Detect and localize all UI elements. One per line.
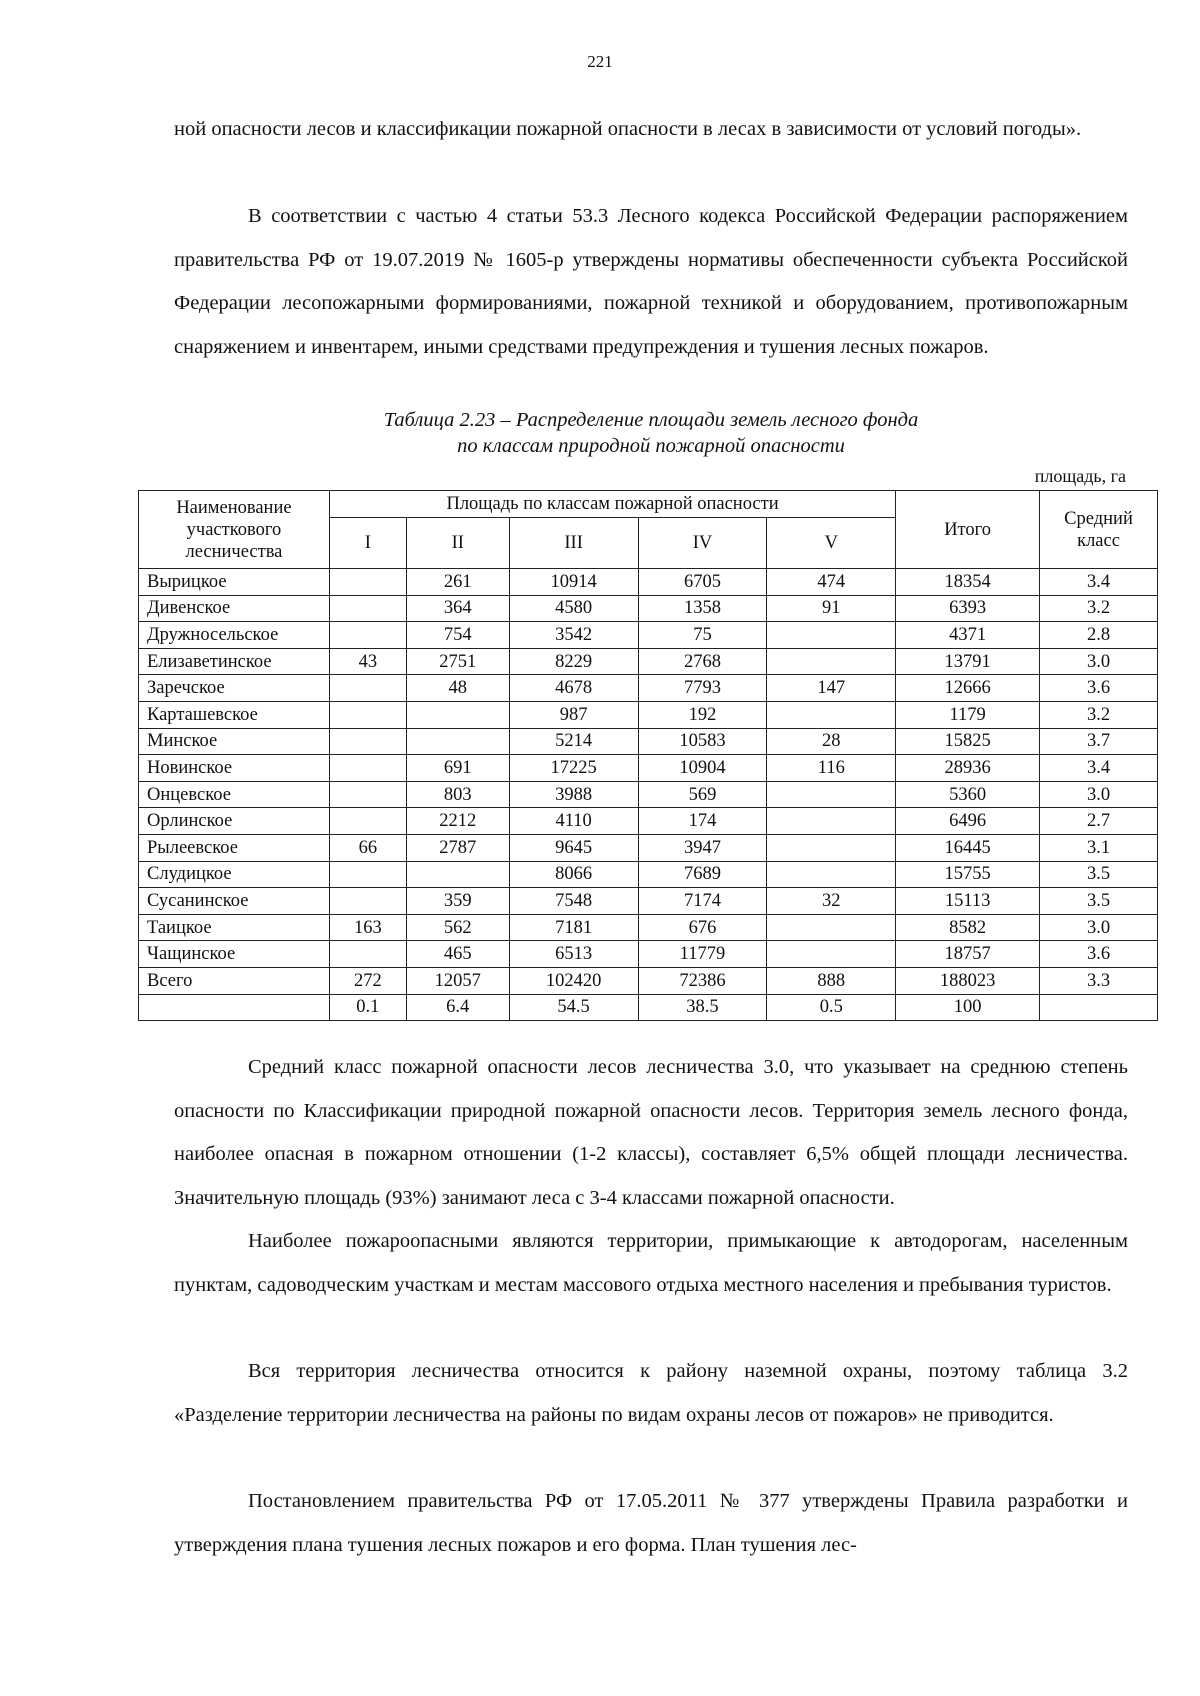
table-cell: 3.0 xyxy=(1040,648,1158,675)
paragraph-average-class: Средний класс пожарной опасности лесов лесничества 3.0, что указывает на среднюю степень опасности по Классификации природной пожарной опасности лесов. Территория земель лесного фонда, наиболее опасная в пожарном отношении (1-2 классы), составляет 6,5% общей площади лесничества. Значительную площадь (93%) занимают леса с 3-4 классами пожарной опасности. xyxy=(174,1056,1128,1209)
table-row xyxy=(139,914,1158,941)
table-cell: 10583 xyxy=(638,728,767,755)
table-row xyxy=(139,569,1158,596)
table-cell xyxy=(329,781,406,808)
table-cell xyxy=(329,861,406,888)
table-cell: 16445 xyxy=(896,834,1040,861)
forestry-name-cell: Минское xyxy=(139,728,330,755)
forestry-name-cell: Онцевское xyxy=(139,781,330,808)
forestry-name-cell: Рылеевское xyxy=(139,834,330,861)
table-cell: 6393 xyxy=(896,595,1040,622)
table-caption-line1: Таблица 2.23 – Распределение площади земель лесного фонда xyxy=(383,409,919,431)
table-cell: 6.4 xyxy=(406,994,509,1021)
table-cell: 12057 xyxy=(406,967,509,994)
table-cell: 0.5 xyxy=(767,994,896,1021)
table-cell: 5360 xyxy=(896,781,1040,808)
table-cell xyxy=(406,728,509,755)
table-cell: 6513 xyxy=(509,941,638,968)
table-cell: 66 xyxy=(329,834,406,861)
table-cell xyxy=(767,861,896,888)
table-cell xyxy=(329,675,406,702)
paragraph-ground-protection: Вся территория лесничества относится к району наземной охраны, поэтому таблица 3.2 «Разделение территории лесничества на районы по видам охраны лесов от пожаров» не приводится. xyxy=(174,1360,1128,1426)
table-cell: 7793 xyxy=(638,675,767,702)
fire-danger-table xyxy=(138,490,1158,1021)
table-cell: 8582 xyxy=(896,914,1040,941)
table-cell xyxy=(767,941,896,968)
table-cell xyxy=(329,941,406,968)
table-cell: 7181 xyxy=(509,914,638,941)
table-cell: 75 xyxy=(638,622,767,649)
table-cell: 38.5 xyxy=(638,994,767,1021)
forestry-name-cell: Слудицкое xyxy=(139,861,330,888)
table-cell: 15113 xyxy=(896,888,1040,915)
header-class-3: III xyxy=(509,518,638,569)
table-cell: 359 xyxy=(406,888,509,915)
table-unit-label: площадь, га xyxy=(1034,466,1126,486)
forestry-name-cell: Всего xyxy=(139,967,330,994)
table-cell: 3.2 xyxy=(1040,701,1158,728)
table-cell: 272 xyxy=(329,967,406,994)
table-cell: 17225 xyxy=(509,755,638,782)
table-cell: 3.4 xyxy=(1040,569,1158,596)
table-cell: 4371 xyxy=(896,622,1040,649)
table-cell: 6496 xyxy=(896,808,1040,835)
table-cell: 54.5 xyxy=(509,994,638,1021)
table-row xyxy=(139,834,1158,861)
table-cell: 2768 xyxy=(638,648,767,675)
table-cell: 188023 xyxy=(896,967,1040,994)
paragraph-continuation: ной опасности лесов и классификации пожарной опасности в лесах в зависимости от условий погоды». xyxy=(174,118,1082,140)
table-cell: 6705 xyxy=(638,569,767,596)
forestry-name-cell: Новинское xyxy=(139,755,330,782)
table-cell xyxy=(329,888,406,915)
table-cell xyxy=(767,701,896,728)
table-cell: 1179 xyxy=(896,701,1040,728)
table-cell: 364 xyxy=(406,595,509,622)
table-cell: 48 xyxy=(406,675,509,702)
forestry-name-cell: Дивенское xyxy=(139,595,330,622)
table-caption-line2: по классам природной пожарной опасности xyxy=(457,435,845,457)
table-row xyxy=(139,808,1158,835)
table-cell xyxy=(329,808,406,835)
table-cell: 261 xyxy=(406,569,509,596)
table-cell: 147 xyxy=(767,675,896,702)
table-cell: 174 xyxy=(638,808,767,835)
forestry-name-cell: Вырицкое xyxy=(139,569,330,596)
table-row xyxy=(139,675,1158,702)
table-cell: 2212 xyxy=(406,808,509,835)
table-cell xyxy=(767,914,896,941)
table-header-row xyxy=(139,491,1158,518)
paragraph-regulation: В соответствии с частью 4 статьи 53.3 Лесного кодекса Российской Федерации распоряжением правительства РФ от 19.07.2019 № 1605-р утверждены нормативы обеспеченности субъекта Российской Федерации лесопожарными формированиями, пожарной техникой и оборудованием, противопожарным снаряжением и инвентарем, иными средствами предупреждения и тушения лесных пожаров. xyxy=(174,205,1128,358)
table-cell xyxy=(329,622,406,649)
table-cell xyxy=(1040,994,1158,1021)
table-cell: 3.0 xyxy=(1040,781,1158,808)
forestry-name-cell: Карташевское xyxy=(139,701,330,728)
table-row xyxy=(139,781,1158,808)
table-cell: 102420 xyxy=(509,967,638,994)
forestry-name-cell: Орлинское xyxy=(139,808,330,835)
header-name: Наименование участкового лесничества xyxy=(139,491,330,569)
table-cell: 2751 xyxy=(406,648,509,675)
table-row xyxy=(139,994,1158,1021)
table-cell: 100 xyxy=(896,994,1040,1021)
table-row xyxy=(139,967,1158,994)
table-cell: 7548 xyxy=(509,888,638,915)
table-row xyxy=(139,595,1158,622)
table-row xyxy=(139,648,1158,675)
table-cell: 3988 xyxy=(509,781,638,808)
table-cell: 192 xyxy=(638,701,767,728)
header-class-5: V xyxy=(767,518,896,569)
table-cell: 7689 xyxy=(638,861,767,888)
table-cell xyxy=(329,701,406,728)
table-cell: 562 xyxy=(406,914,509,941)
table-cell: 15825 xyxy=(896,728,1040,755)
forestry-name-cell: Елизаветинское xyxy=(139,648,330,675)
table-cell: 3.6 xyxy=(1040,675,1158,702)
forestry-name-cell: Дружносельское xyxy=(139,622,330,649)
table-cell: 11779 xyxy=(638,941,767,968)
header-class-2: II xyxy=(406,518,509,569)
table-cell xyxy=(329,569,406,596)
table-cell: 3.2 xyxy=(1040,595,1158,622)
table-cell xyxy=(767,622,896,649)
table-row xyxy=(139,861,1158,888)
table-cell: 18757 xyxy=(896,941,1040,968)
table-cell: 9645 xyxy=(509,834,638,861)
table-cell: 691 xyxy=(406,755,509,782)
table-cell: 2787 xyxy=(406,834,509,861)
table-cell xyxy=(406,861,509,888)
table-cell: 3.6 xyxy=(1040,941,1158,968)
table-cell: 1358 xyxy=(638,595,767,622)
table-row xyxy=(139,701,1158,728)
table-cell: 4580 xyxy=(509,595,638,622)
page-number: 221 xyxy=(587,52,613,71)
header-total: Итого xyxy=(896,491,1040,569)
table-cell: 3542 xyxy=(509,622,638,649)
table-cell: 676 xyxy=(638,914,767,941)
table-cell: 12666 xyxy=(896,675,1040,702)
header-class-4: IV xyxy=(638,518,767,569)
table-cell: 10904 xyxy=(638,755,767,782)
table-cell: 3.5 xyxy=(1040,888,1158,915)
table-cell: 116 xyxy=(767,755,896,782)
table-cell: 888 xyxy=(767,967,896,994)
forestry-name-cell: Чащинское xyxy=(139,941,330,968)
table-cell: 18354 xyxy=(896,569,1040,596)
table-cell: 4678 xyxy=(509,675,638,702)
table-cell: 7174 xyxy=(638,888,767,915)
table-row xyxy=(139,755,1158,782)
table-cell: 43 xyxy=(329,648,406,675)
table-caption xyxy=(174,407,1128,459)
table-cell: 10914 xyxy=(509,569,638,596)
table-cell: 28936 xyxy=(896,755,1040,782)
table-cell: 13791 xyxy=(896,648,1040,675)
table-cell: 32 xyxy=(767,888,896,915)
forestry-name-cell xyxy=(139,994,330,1021)
table-cell: 3.3 xyxy=(1040,967,1158,994)
table-cell xyxy=(767,648,896,675)
header-class-1: I xyxy=(329,518,406,569)
table-cell: 465 xyxy=(406,941,509,968)
table-row xyxy=(139,888,1158,915)
table-cell: 5214 xyxy=(509,728,638,755)
table-cell: 3.0 xyxy=(1040,914,1158,941)
table-cell: 163 xyxy=(329,914,406,941)
table-cell: 987 xyxy=(509,701,638,728)
paragraph-resolution: Постановлением правительства РФ от 17.05.2011 № 377 утверждены Правила разработки и утверждения плана тушения лесных пожаров и его форма. План тушения лес- xyxy=(174,1490,1128,1556)
table-cell: 72386 xyxy=(638,967,767,994)
table-cell: 91 xyxy=(767,595,896,622)
table-row xyxy=(139,728,1158,755)
table-cell xyxy=(406,701,509,728)
table-cell: 3.4 xyxy=(1040,755,1158,782)
forestry-name-cell: Заречское xyxy=(139,675,330,702)
table-cell: 15755 xyxy=(896,861,1040,888)
table-cell xyxy=(767,781,896,808)
paragraph-dangerous-areas: Наиболее пожароопасными являются территории, примыкающие к автодорогам, населенным пунктам, садоводческим участкам и местам массового отдыха местного населения и пребывания туристов. xyxy=(174,1230,1128,1296)
table-cell: 3.1 xyxy=(1040,834,1158,861)
table-cell: 754 xyxy=(406,622,509,649)
table-cell: 3947 xyxy=(638,834,767,861)
table-body xyxy=(139,569,1158,1021)
table-row xyxy=(139,622,1158,649)
header-area-group: Площадь по классам пожарной опасности xyxy=(329,491,895,518)
table-cell: 2.8 xyxy=(1040,622,1158,649)
table-cell xyxy=(767,834,896,861)
table-cell: 803 xyxy=(406,781,509,808)
table-cell: 8229 xyxy=(509,648,638,675)
forestry-name-cell: Таицкое xyxy=(139,914,330,941)
table-cell: 28 xyxy=(767,728,896,755)
table-cell: 2.7 xyxy=(1040,808,1158,835)
table-cell xyxy=(767,808,896,835)
table-cell: 4110 xyxy=(509,808,638,835)
table-cell: 3.5 xyxy=(1040,861,1158,888)
table-cell: 474 xyxy=(767,569,896,596)
header-avg-class: Средний класс xyxy=(1040,491,1158,569)
table-cell: 569 xyxy=(638,781,767,808)
forestry-name-cell: Сусанинское xyxy=(139,888,330,915)
table-cell xyxy=(329,728,406,755)
table-cell xyxy=(329,755,406,782)
table-row xyxy=(139,941,1158,968)
table-cell xyxy=(329,595,406,622)
table-cell: 8066 xyxy=(509,861,638,888)
table-cell: 0.1 xyxy=(329,994,406,1021)
table-cell: 3.7 xyxy=(1040,728,1158,755)
